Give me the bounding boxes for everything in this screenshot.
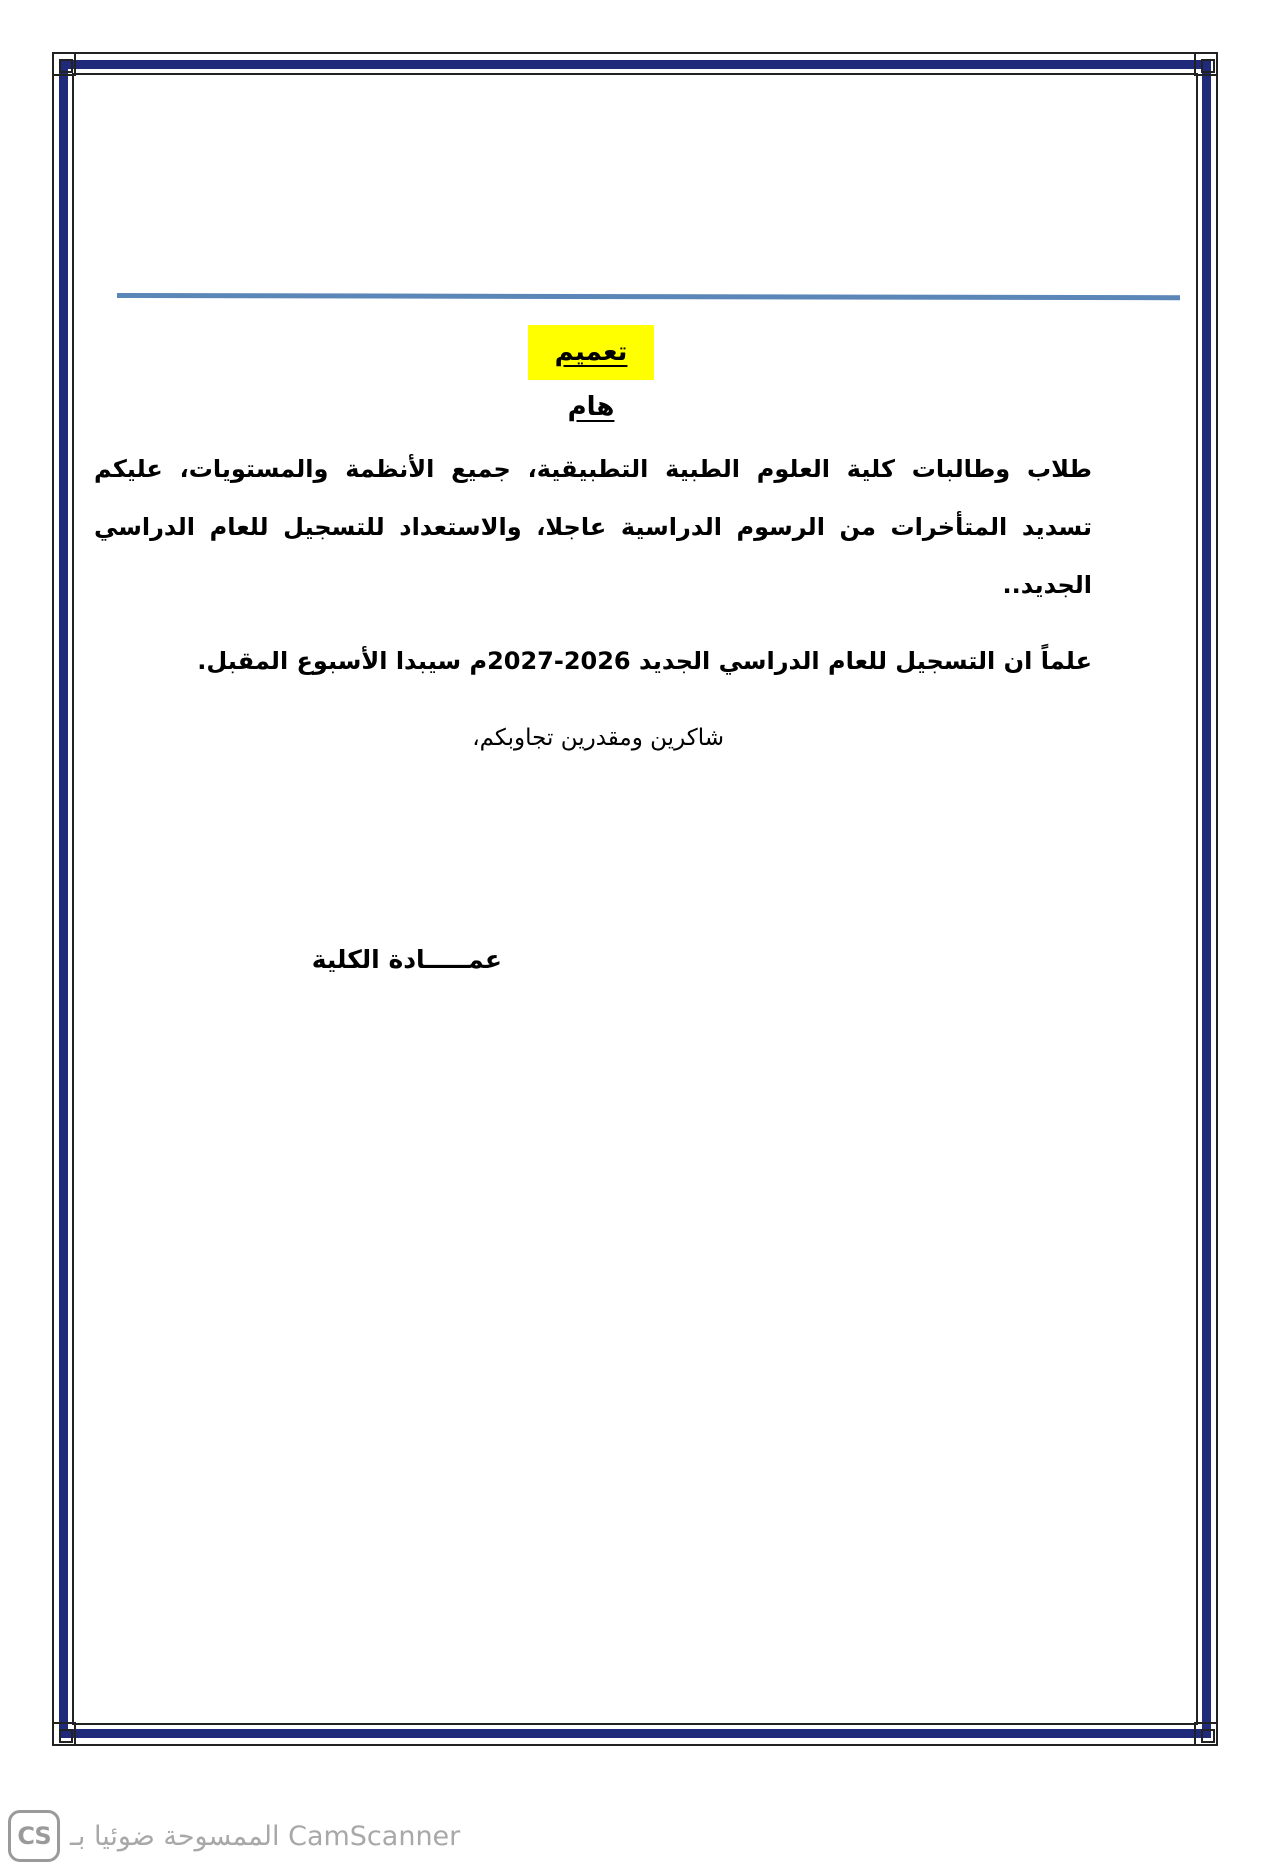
corner-ornament xyxy=(1194,1722,1218,1746)
closing-line: شاكرين ومقدرين تجاوبكم، xyxy=(472,725,724,751)
page-border-inner xyxy=(72,73,1198,1725)
signature: عمـــــادة الكلية xyxy=(311,945,502,974)
announcement-paragraph-1: طلاب وطالبات كلية العلوم الطبية التطبيقية، جميع الأنظمة والمستويات، عليكم تسديد المتأخرات من الرسوم الدراسية عاجلا، والاستعداد للتسجيل للعام الدراسي الجديد.. xyxy=(94,455,1092,599)
announcement-title: تعميم هام xyxy=(528,325,654,380)
corner-ornament xyxy=(1194,52,1218,76)
camscanner-logo-icon: CS xyxy=(8,1810,60,1862)
corner-ornament xyxy=(52,1722,76,1746)
corner-ornament xyxy=(52,52,76,76)
watermark-text: الممسوحة ضوئيا بـ CamScanner xyxy=(70,1820,461,1852)
scanner-watermark xyxy=(8,1808,460,1864)
announcement-paragraph-2: علماً ان التسجيل للعام الدراسي الجديد 2026-2027م سيبدا الأسبوع المقبل. xyxy=(197,647,1092,675)
